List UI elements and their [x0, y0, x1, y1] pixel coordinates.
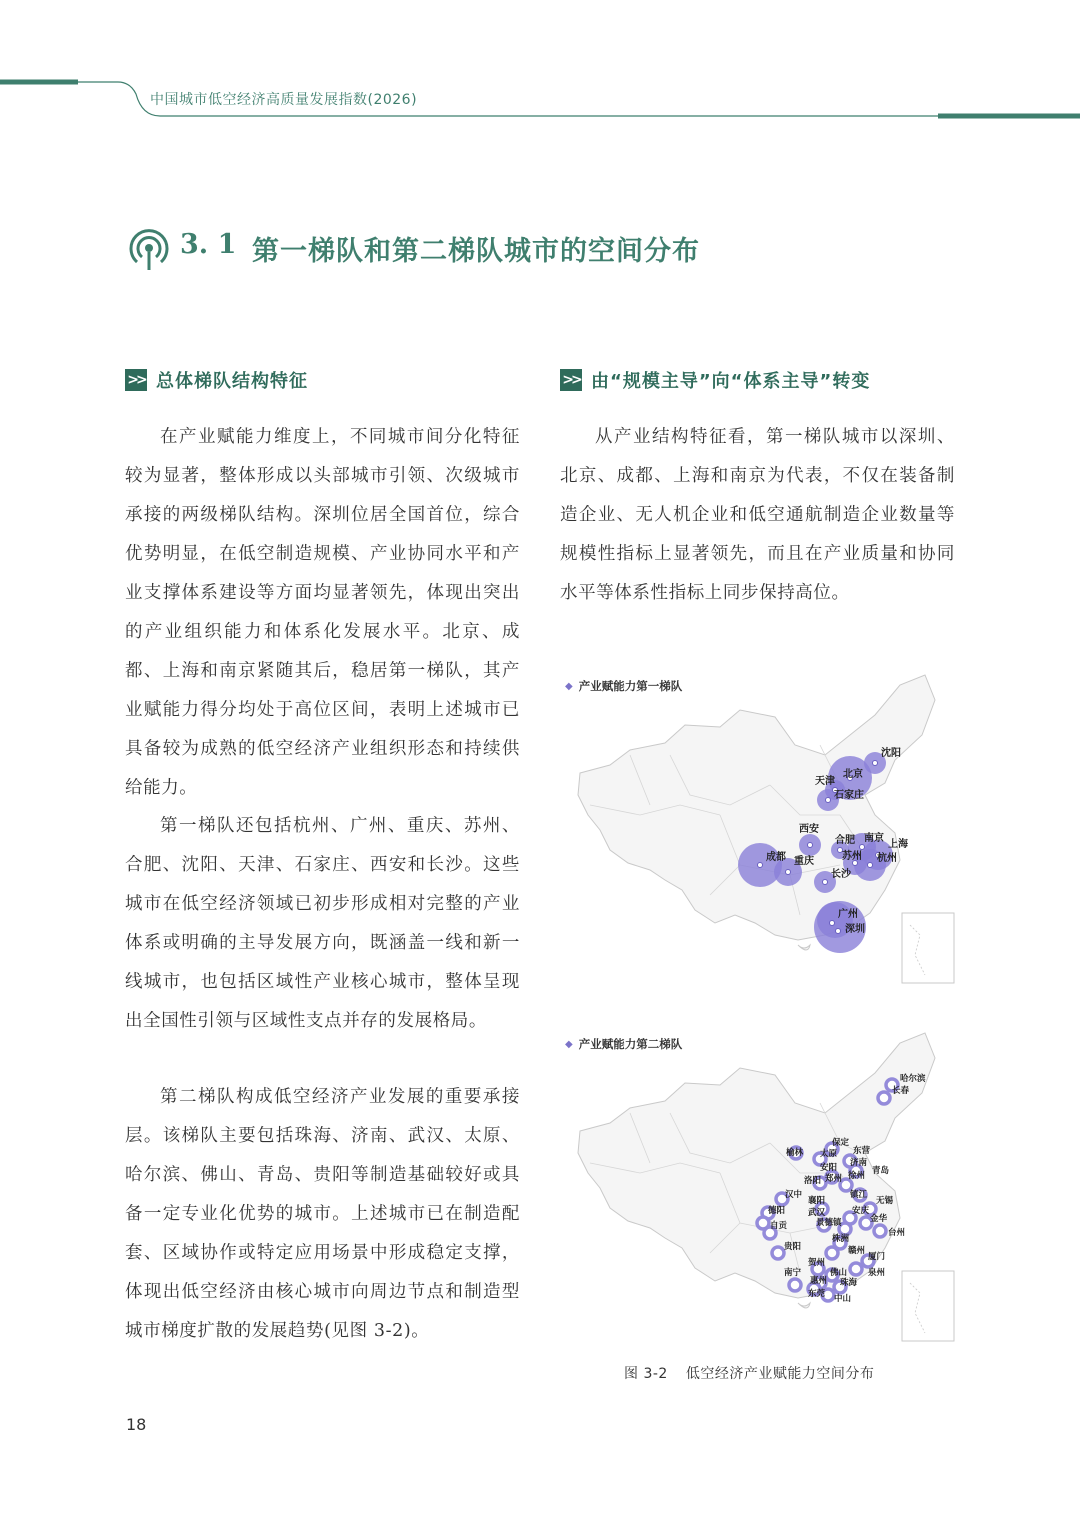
city-label: 泉州 [868, 1268, 886, 1278]
city-label: 洛阳 [804, 1176, 822, 1186]
diamond-icon: ◆ [565, 1038, 573, 1050]
header-title: 中国城市低空经济高质量发展指数(2026) [150, 92, 418, 108]
china-outline [578, 675, 935, 940]
city-label: 深圳 [845, 924, 865, 935]
city-label: 台州 [888, 1228, 906, 1238]
diamond-icon: ◆ [565, 680, 573, 692]
city-label: 济南 [850, 1158, 868, 1168]
city-label: 合肥 [835, 835, 855, 846]
city-label: 安阳 [820, 1163, 838, 1173]
city-label: 南京 [864, 833, 884, 844]
city-label: 自贡 [770, 1221, 788, 1231]
city-label: 郑州 [825, 1174, 843, 1184]
double-chevron-icon: >> [125, 369, 147, 391]
city-label: 贵阳 [784, 1242, 802, 1252]
city-label: 东营 [853, 1146, 871, 1156]
city-label: 珠海 [840, 1278, 858, 1288]
city-label: 德阳 [768, 1206, 786, 1216]
section-title: 第一梯队和第二梯队城市的空间分布 [252, 236, 700, 267]
city-label: 重庆 [794, 856, 814, 867]
tier2-map [570, 1023, 960, 1343]
map2-label-text: 产业赋能力第二梯队 [578, 1037, 683, 1051]
city-label: 天津 [815, 776, 835, 787]
city-label: 武汉 [808, 1208, 826, 1218]
city-label: 青岛 [872, 1166, 890, 1176]
city-label: 北京 [843, 769, 863, 780]
city-label: 上海 [888, 839, 908, 850]
city-label: 无锡 [876, 1196, 894, 1206]
city-label: 襄阳 [808, 1196, 826, 1206]
section-number: 3. 1 [180, 229, 237, 260]
right-paragraph-1: 从产业结构特征看，第一梯队城市以深圳、北京、成都、上海和南京为代表，不仅在装备制造企业、无人机企业和低空通航制造企业数量等规模性指标上显著领先，而且在产业质量和协同水平等体系性指标上同步保持高位。 [560, 427, 955, 603]
left-subheading [125, 368, 308, 392]
figure-caption-number: 图 3-2 [624, 1366, 668, 1382]
figure-caption [624, 1363, 874, 1383]
city-label: 保定 [832, 1138, 850, 1148]
city-label: 西安 [799, 824, 819, 835]
figure-caption-text: 低空经济产业赋能力空间分布 [685, 1366, 875, 1382]
city-label: 石家庄 [834, 790, 864, 801]
city-label: 镇江 [850, 1190, 868, 1200]
left-paragraph-2: 第一梯队还包括杭州、广州、重庆、苏州、合肥、沈阳、天津、石家庄、西安和长沙。这些城市在低空经济领域已初步形成相对完整的产业体系或明确的主导发展方向，既涵盖一线和新一线城市，也包括区域性产业核心城市，整体呈现出全国性引领与区域性支点并存的发展格局。 [125, 816, 520, 1031]
city-label: 汉中 [785, 1190, 803, 1200]
right-subheading [560, 368, 870, 392]
signal-icon [125, 224, 173, 272]
city-label: 东莞 [808, 1289, 826, 1299]
right-subheading-text: 由“规模主导”向“体系主导”转变 [591, 371, 871, 392]
city-label: 佛山 [830, 1268, 848, 1278]
city-label: 安庆 [852, 1206, 870, 1216]
map1-label-text: 产业赋能力第一梯队 [578, 679, 683, 693]
city-label: 广州 [838, 909, 858, 920]
double-chevron-icon: >> [560, 369, 582, 391]
city-label: 杭州 [877, 853, 897, 864]
left-paragraph-1: 在产业赋能力维度上，不同城市间分化特征较为显著，整体形成以头部城市引领、次级城市承接的两级梯队结构。深圳位居全国首位，综合优势明显，在低空制造规模、产业协同水平和产业支撑体系建设等方面均显著领先，体现出突出的产业组织能力和体系化发展水平。北京、成都、上海和南京紧随其后，稳居第一梯队，其产业赋能力得分均处于高位区间，表明上述城市已具备较为成熟的低空经济产业组织形态和持续供给能力。 [125, 427, 520, 798]
city-label: 厦门 [868, 1252, 886, 1262]
left-paragraph-3: 第二梯队构成低空经济产业发展的重要承接层。该梯队主要包括珠海、济南、武汉、太原、哈尔滨、佛山、青岛、贵阳等制造基础较好或具备一定专业化优势的城市。上述城市已在制造配套、区域协作或特定应用场景中形成稳定支撑，体现出低空经济由核心城市向周边节点和制造型城市梯度扩散的发展趋势(见图 3-2)。 [125, 1087, 520, 1341]
city-label: 哈尔滨 [900, 1074, 926, 1084]
city-label: 景德镇 [816, 1218, 842, 1228]
city-label: 金华 [870, 1214, 888, 1224]
city-label: 成都 [766, 852, 786, 863]
left-subheading-text: 总体梯队结构特征 [156, 371, 308, 392]
city-label: 长沙 [831, 869, 851, 880]
city-label: 沈阳 [881, 748, 901, 759]
city-label: 中山 [834, 1294, 852, 1304]
city-label: 榆林 [786, 1148, 804, 1158]
city-label: 长春 [892, 1086, 910, 1096]
city-label: 赣州 [848, 1246, 866, 1256]
page-number: 18 [126, 1415, 147, 1434]
city-label: 株洲 [832, 1234, 850, 1244]
city-label: 徐州 [848, 1171, 866, 1181]
city-label: 南宁 [784, 1268, 802, 1278]
city-label: 惠州 [810, 1276, 828, 1286]
city-label: 贺州 [808, 1258, 826, 1268]
tier1-map [570, 665, 960, 985]
city-label: 苏州 [842, 851, 862, 862]
city-label: 太原 [820, 1149, 838, 1159]
